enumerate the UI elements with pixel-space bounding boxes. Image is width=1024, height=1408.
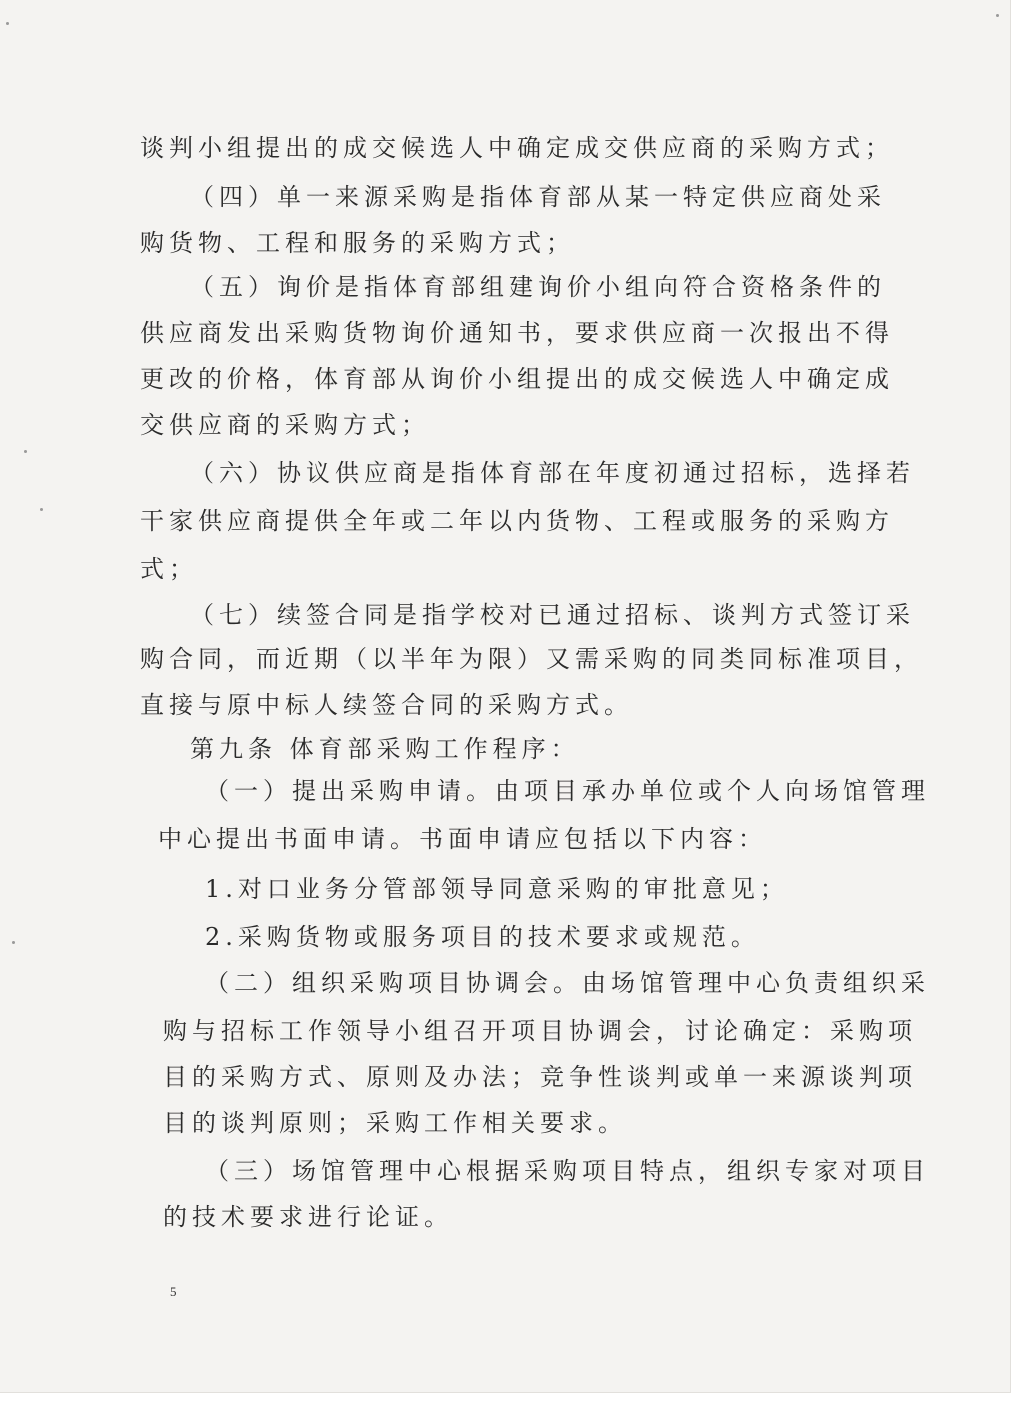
text-line: 更改的价格，体育部从询价小组提出的成交候选人中确定成 xyxy=(140,365,894,393)
scan-speck xyxy=(996,14,999,17)
text-line: 购合同，而近期（以半年为限）又需采购的同类同标准项目， xyxy=(140,645,923,673)
text-line: （七）续签合同是指学校对已通过招标、谈判方式签订采 xyxy=(190,601,915,629)
text-line: 1.对口业务分管部领导同意采购的审批意见； xyxy=(205,875,789,903)
text-line: 的技术要求进行论证。 xyxy=(163,1203,453,1231)
text-line: （二）组织采购项目协调会。由场馆管理中心负责组织采 xyxy=(205,969,930,997)
text-line: 谈判小组提出的成交候选人中确定成交供应商的采购方式； xyxy=(140,134,894,162)
text-line: （一）提出采购申请。由项目承办单位或个人向场馆管理 xyxy=(205,777,930,805)
text-line: 目的采购方式、原则及办法；竞争性谈判或单一来源谈判项 xyxy=(163,1063,917,1091)
text-line: 干家供应商提供全年或二年以内货物、工程或服务的采购方 xyxy=(140,507,894,535)
text-line: 中心提出书面申请。书面申请应包括以下内容： xyxy=(158,825,767,853)
text-line: 第九条 体育部采购工作程序： xyxy=(190,735,580,763)
text-line: （四）单一来源采购是指体育部从某一特定供应商处采 xyxy=(190,183,886,211)
text-line: 购与招标工作领导小组召开项目协调会，讨论确定：采购项 xyxy=(163,1017,917,1045)
text-line: 目的谈判原则；采购工作相关要求。 xyxy=(163,1109,627,1137)
text-line: （五）询价是指体育部组建询价小组向符合资格条件的 xyxy=(190,273,886,301)
text-line: （六）协议供应商是指体育部在年度初通过招标，选择若 xyxy=(190,459,915,487)
text-line: 交供应商的采购方式； xyxy=(140,411,430,439)
text-line: 式； xyxy=(140,555,198,583)
scan-speck xyxy=(24,450,27,453)
scan-speck xyxy=(6,22,9,25)
text-line: （三）场馆管理中心根据采购项目特点，组织专家对项目 xyxy=(205,1157,930,1185)
text-line: 供应商发出采购货物询价通知书，要求供应商一次报出不得 xyxy=(140,319,894,347)
page-number: 5 xyxy=(170,1284,177,1299)
text-line: 2.采购货物或服务项目的技术要求或规范。 xyxy=(205,923,760,951)
text-line: 购货物、工程和服务的采购方式； xyxy=(140,229,575,257)
scan-speck xyxy=(12,941,15,944)
text-line: 直接与原中标人续签合同的采购方式。 xyxy=(140,691,633,719)
scan-speck xyxy=(40,508,43,511)
